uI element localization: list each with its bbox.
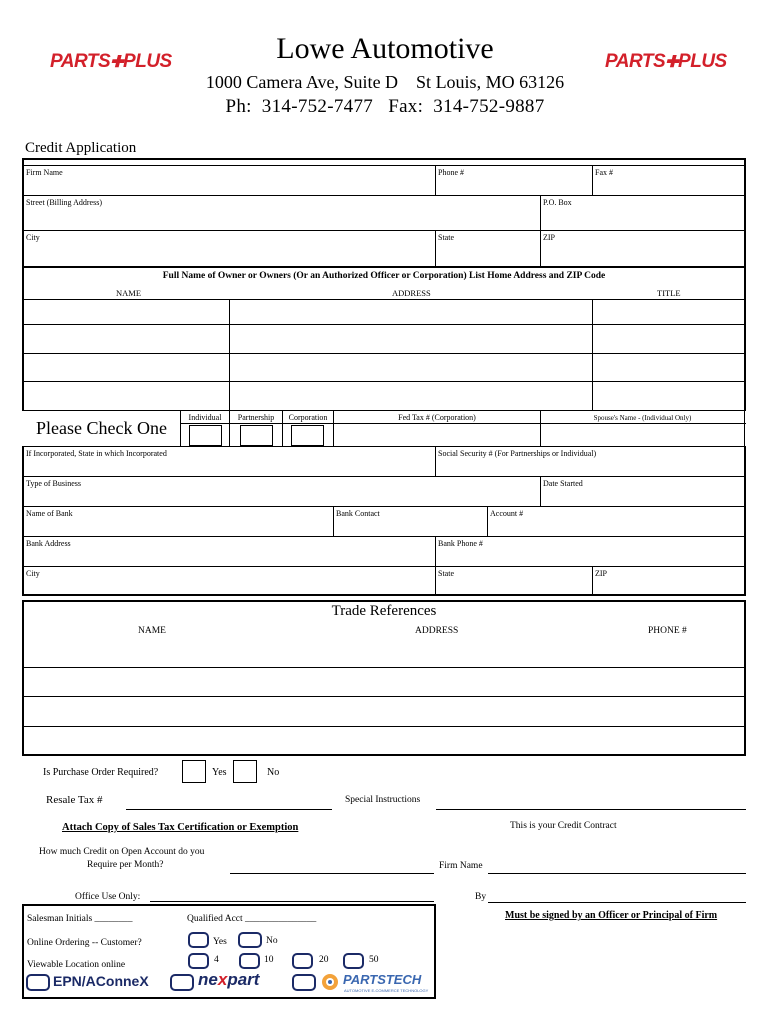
owners-col-name: NAME: [116, 288, 142, 298]
tr-col-name: NAME: [138, 626, 166, 636]
special-instructions-field[interactable]: [436, 809, 746, 810]
partstech-logo: PARTSTECH: [343, 972, 422, 987]
viewable-location-label: Viewable Location online: [27, 960, 126, 970]
account-label: Account #: [490, 509, 524, 518]
type-business-label: Type of Business: [26, 479, 81, 488]
owner-name-field[interactable]: [23, 300, 228, 323]
attach-copy-notice: Attach Copy of Sales Tax Certification or Exemption: [62, 822, 299, 833]
bank-phone-label: Bank Phone #: [438, 539, 483, 548]
owners-heading: Full Name of Owner or Owners (Or an Authorized Officer or Corporation) List Home Address and ZIP Code: [162, 271, 606, 281]
online-no-label: No: [266, 936, 278, 946]
tr-col-phone: PHONE #: [648, 626, 687, 636]
incorporated-state-label: If Incorporated, State in which Incorporated: [26, 449, 167, 458]
bank-contact-label: Bank Contact: [336, 509, 380, 518]
owner-title-field[interactable]: [593, 382, 743, 409]
po-no-label: No: [267, 767, 280, 778]
bank-name-label: Name of Bank: [26, 509, 73, 518]
special-instructions-label: Special Instructions: [345, 795, 421, 805]
bank-state-field[interactable]: [436, 580, 591, 593]
owner-address-field[interactable]: [230, 325, 591, 352]
date-started-label: Date Started: [543, 479, 583, 488]
must-sign-notice: Must be signed by an Officer or Principal of Firm: [505, 910, 718, 921]
bank-zip-field[interactable]: [593, 580, 743, 593]
ssn-label: Social Security # (For Partnerships or Individual): [438, 449, 597, 458]
epn-checkbox[interactable]: [26, 974, 50, 991]
city-label: City: [26, 233, 40, 242]
bank-name-field[interactable]: [23, 520, 332, 535]
logo-plus-icon: ✚: [665, 54, 679, 71]
po-no-checkbox[interactable]: [233, 760, 257, 783]
ssn-field[interactable]: [436, 460, 743, 475]
state-label: State: [438, 233, 454, 242]
individual-label: Individual: [188, 413, 222, 422]
logo-text: PARTS: [605, 51, 666, 72]
salesman-initials: Salesman Initials ________: [27, 914, 133, 924]
epn-aconnex-logo: EPN/AConneX: [53, 973, 149, 989]
corporation-label: Corporation: [288, 413, 328, 422]
logo-text: PARTS: [50, 51, 111, 72]
trade-references-title: Trade References: [331, 603, 437, 619]
credit-question-line1: How much Credit on Open Account do you: [39, 847, 205, 857]
spouse-name-field[interactable]: [541, 424, 744, 445]
zip-field[interactable]: [541, 231, 743, 265]
office-use-line: [150, 901, 434, 902]
incorporated-state-field[interactable]: [23, 460, 434, 475]
nexpart-logo: [198, 970, 259, 990]
logo-text: PLUS: [123, 51, 172, 72]
owners-col-title: TITLE: [657, 288, 681, 298]
corporation-checkbox[interactable]: [291, 425, 324, 446]
po-box-label: P.O. Box: [543, 198, 572, 207]
state-field[interactable]: [436, 231, 539, 265]
owner-address-field[interactable]: [230, 354, 591, 380]
nexpart-logo-text: part: [227, 970, 260, 989]
bank-zip-label: ZIP: [595, 569, 607, 578]
trade-reference-row[interactable]: [23, 697, 743, 725]
partstech-tagline: AUTOMOTIVE E-COMMERCE TECHNOLOGY: [344, 988, 429, 993]
viewable-20-checkbox[interactable]: [292, 953, 313, 969]
tr-col-address: ADDRESS: [415, 626, 459, 636]
viewable-20-label: 20: [319, 955, 329, 965]
qualified-acct: Qualified Acct _______________: [187, 914, 317, 924]
please-check-one-label: Please Check One: [36, 418, 167, 438]
individual-checkbox[interactable]: [189, 425, 222, 446]
credit-question-line2: Require per Month?: [87, 860, 164, 870]
zip-label: ZIP: [543, 233, 555, 242]
phone-label: Phone #: [438, 168, 464, 177]
bank-address-label: Bank Address: [26, 539, 71, 548]
street-field[interactable]: [23, 196, 539, 229]
trade-reference-row[interactable]: [23, 640, 743, 666]
date-started-field[interactable]: [541, 490, 743, 505]
fed-tax-label: Fed Tax # (Corporation): [398, 413, 476, 422]
trade-reference-row[interactable]: [23, 727, 743, 753]
city-field[interactable]: [23, 231, 434, 265]
online-ordering-label: Online Ordering -- Customer?: [27, 938, 142, 948]
logo-plus-icon: ✚: [110, 54, 124, 71]
partnership-checkbox[interactable]: [240, 425, 273, 446]
owner-name-field[interactable]: [23, 354, 228, 380]
street-label: Street (Billing Address): [26, 198, 102, 207]
bank-address-field[interactable]: [23, 550, 434, 565]
owner-address-field[interactable]: [230, 382, 591, 409]
firm-name-field[interactable]: [23, 166, 435, 194]
partnership-label: Partnership: [237, 413, 275, 422]
po-box-field[interactable]: [541, 196, 743, 229]
bank-state-label: State: [438, 569, 454, 578]
online-yes-label: Yes: [213, 937, 227, 947]
owner-title-field[interactable]: [593, 325, 743, 352]
owner-name-field[interactable]: [23, 382, 228, 409]
company-phone-fax: Ph: 314-752-7477 Fax: 314-752-9887: [225, 96, 545, 117]
phone-field[interactable]: [436, 166, 592, 194]
owners-col-address: ADDRESS: [392, 288, 431, 298]
firm-name-sign-label: Firm Name: [439, 861, 483, 871]
account-field[interactable]: [488, 520, 743, 535]
logo-text: PLUS: [678, 51, 727, 72]
viewable-50-checkbox[interactable]: [343, 953, 364, 969]
bank-city-field[interactable]: [23, 580, 434, 593]
bank-phone-field[interactable]: [436, 550, 743, 565]
fax-label: Fax #: [595, 168, 613, 177]
online-yes-checkbox[interactable]: [188, 932, 209, 948]
credit-amount-field[interactable]: [230, 873, 434, 874]
company-name: Lowe Automotive: [276, 32, 494, 65]
fax-field[interactable]: [593, 166, 743, 194]
firm-name-label: Firm Name: [26, 168, 63, 177]
online-no-checkbox[interactable]: [238, 932, 262, 948]
type-business-field[interactable]: [23, 490, 539, 505]
partstech-checkbox[interactable]: [292, 974, 316, 991]
viewable-50-label: 50: [369, 955, 379, 965]
bank-contact-field[interactable]: [334, 520, 486, 535]
owner-name-field[interactable]: [23, 325, 228, 352]
owner-title-field[interactable]: [593, 300, 743, 323]
viewable-10-checkbox[interactable]: [239, 953, 260, 969]
nexpart-logo-text: ne: [198, 970, 218, 989]
po-required-label: Is Purchase Order Required?: [43, 767, 159, 778]
viewable-10-label: 10: [264, 955, 274, 965]
bank-city-label: City: [26, 569, 40, 578]
resale-tax-label: Resale Tax #: [46, 794, 103, 806]
firm-name-sign-field[interactable]: [488, 873, 746, 874]
resale-tax-field[interactable]: [126, 809, 332, 810]
viewable-4-checkbox[interactable]: [188, 953, 209, 969]
nexpart-checkbox[interactable]: [170, 974, 194, 991]
form-title: Credit Application: [25, 140, 137, 156]
owner-title-field[interactable]: [593, 354, 743, 380]
spouse-name-label: Spouse's Name - (Individual Only): [593, 414, 692, 422]
viewable-4-label: 4: [214, 955, 219, 965]
signature-field[interactable]: [488, 902, 746, 903]
office-use-label: Office Use Only:: [75, 892, 141, 902]
credit-contract-notice: This is your Credit Contract: [510, 821, 617, 831]
partstech-gear-icon: [319, 972, 341, 992]
fed-tax-field[interactable]: [334, 424, 540, 445]
po-yes-label: Yes: [212, 767, 227, 778]
company-address: 1000 Camera Ave, Suite D St Louis, MO 63126: [205, 72, 565, 92]
nexpart-logo-x: x: [217, 970, 228, 989]
trade-reference-row[interactable]: [23, 668, 743, 695]
owner-address-field[interactable]: [230, 300, 591, 323]
po-yes-checkbox[interactable]: [182, 760, 206, 783]
by-label: By: [475, 892, 487, 902]
